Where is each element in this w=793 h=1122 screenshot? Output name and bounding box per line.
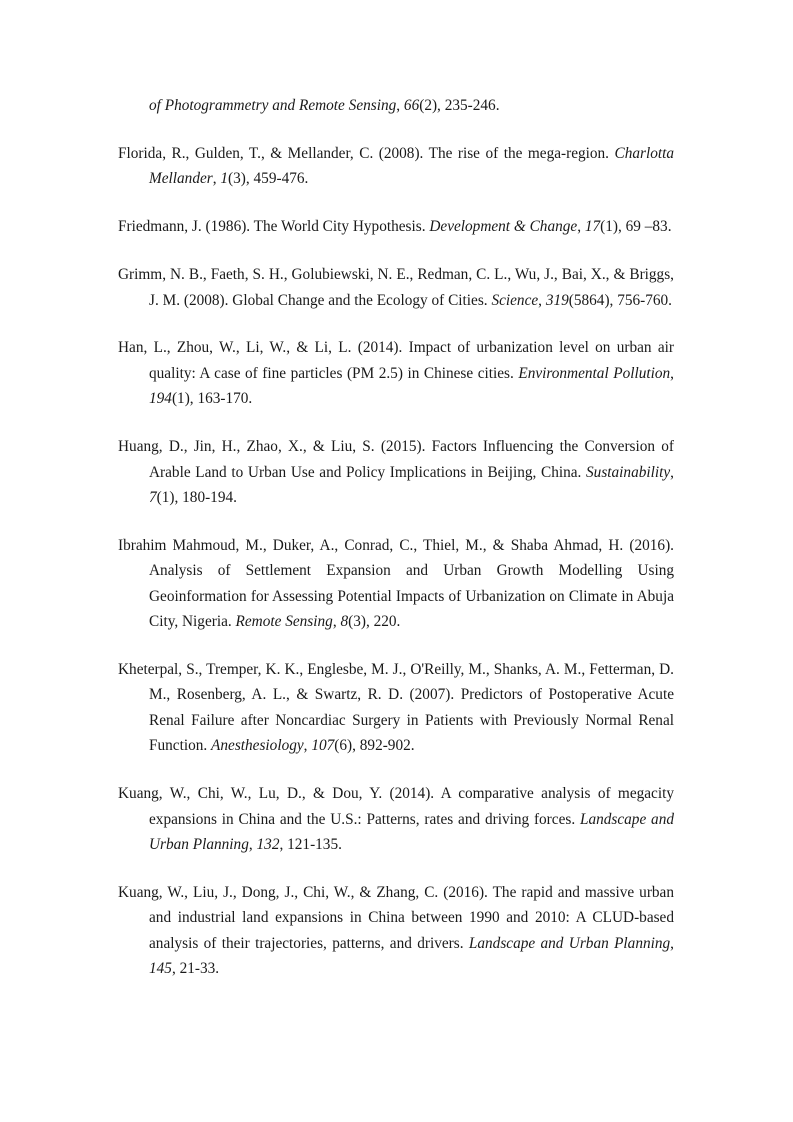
reference-entry <box>118 781 674 857</box>
reference-text: Florida, R., Gulden, T., & Mellander, C. (2008). The rise of the mega-region. <box>118 144 615 162</box>
reference-text: Kuang, W., Chi, W., Lu, D., & Dou, Y. (2014). A comparative analysis of megacity expansions in China and the U.S.: Patterns, rates and driving forces. <box>118 785 674 828</box>
reference-italic-text: 8 <box>340 613 349 631</box>
reference-entry <box>118 93 674 118</box>
reference-text: (1), 69 –83. <box>600 218 672 236</box>
reference-entry <box>118 214 674 239</box>
reference-text: (2), 235-246. <box>419 97 500 114</box>
reference-text: (5864), 756-760. <box>568 291 673 309</box>
reference-text: , 121-135. <box>279 835 342 853</box>
reference-italic-text: of Photogrammetry and Remote Sensing <box>149 97 397 114</box>
reference-text: , <box>670 364 674 382</box>
reference-text: Huang, D., Jin, H., Zhao, X., & Liu, S. (2015). Factors Influencing the Conversion of Arable Land to Urban Use and Policy Implications in Beijing, China. <box>118 438 674 481</box>
reference-text: (3), 220. <box>348 613 401 631</box>
reference-italic-text: Landscape and Urban Planning <box>468 934 671 952</box>
reference-list <box>118 93 674 1004</box>
reference-text: Ibrahim Mahmoud, M., Duker, A., Conrad, C., Thiel, M., & Shaba Ahmad, H. (2016). Analysis of Settlement Expansion and Urban Growth Modelling Using Geoinformation for Assessing Potential Impacts of Urbanization on Climate in Abuja City, Nigeria. <box>118 536 674 631</box>
reference-italic-text: 319 <box>545 291 569 309</box>
reference-italic-text: Charlotta Mellander <box>149 144 674 188</box>
reference-text: , <box>670 463 674 481</box>
reference-text: Friedmann, J. (1986). The World City Hypothesis. <box>118 218 430 236</box>
reference-text: , <box>538 291 546 309</box>
reference-italic-text: 7 <box>149 488 157 506</box>
reference-text: , <box>396 97 404 114</box>
reference-italic-text: 145 <box>149 960 172 978</box>
reference-italic-text: 1 <box>220 170 229 188</box>
reference-italic-text: Landscape and Urban Planning <box>149 810 674 853</box>
reference-italic-text: Remote Sensing <box>235 613 333 631</box>
reference-italic-text: Development & Change <box>429 218 578 236</box>
reference-italic-text: 107 <box>311 737 335 755</box>
reference-italic-text: Science <box>491 291 539 309</box>
reference-text: , <box>248 835 257 853</box>
reference-text: , <box>577 218 585 236</box>
reference-text: , <box>303 737 312 755</box>
reference-text: , <box>212 170 221 188</box>
reference-entry <box>118 262 674 313</box>
reference-italic-text: 66 <box>403 97 420 114</box>
reference-text: , <box>670 934 674 952</box>
reference-entry <box>118 434 674 510</box>
reference-italic-text: 194 <box>149 390 172 408</box>
reference-text: , <box>332 613 341 631</box>
reference-entry <box>118 141 674 192</box>
reference-italic-text: 132 <box>256 835 280 853</box>
reference-text: , 21-33. <box>171 960 220 978</box>
reference-text: (1), 180-194. <box>156 488 237 506</box>
reference-text: (3), 459-476. <box>228 170 309 188</box>
reference-entry <box>118 880 674 982</box>
reference-italic-text: Environmental Pollution <box>518 364 671 382</box>
reference-entry <box>118 335 674 411</box>
reference-italic-text: Sustainability <box>586 463 671 481</box>
reference-italic-text: Anesthesiology <box>211 737 304 755</box>
reference-text: Kuang, W., Liu, J., Dong, J., Chi, W., & Zhang, C. (2016). The rapid and massive urban and industrial land expansions in China between 1990 and 2010: A CLUD-based analysis of their trajectories, patterns, and drivers. <box>118 883 674 952</box>
reference-text: (1), 163-170. <box>171 390 253 408</box>
reference-text: Grimm, N. B., Faeth, S. H., Golubiewski, N. E., Redman, C. L., Wu, J., Bai, X., & Briggs, J. M. (2008). Global Change and the Ecology of Cities. <box>118 266 674 309</box>
reference-text: (6), 892-902. <box>334 737 415 755</box>
reference-entry <box>118 657 674 759</box>
reference-text: Han, L., Zhou, W., Li, W., & Li, L. (2014). Impact of urbanization level on urban air quality: A case of fine particles (PM 2.5) in Chinese cities. <box>118 339 674 382</box>
reference-entry <box>118 533 674 635</box>
reference-italic-text: 17 <box>584 218 601 236</box>
reference-text: Kheterpal, S., Tremper, K. K., Englesbe, M. J., O'Reilly, M., Shanks, A. M., Fetterman, D. M., Rosenberg, A. L., & Swartz, R. D. (2007). Predictors of Postoperative Acute Renal Failure after Noncardiac Surgery in Patients with Previously Normal Renal Function. <box>118 661 674 755</box>
